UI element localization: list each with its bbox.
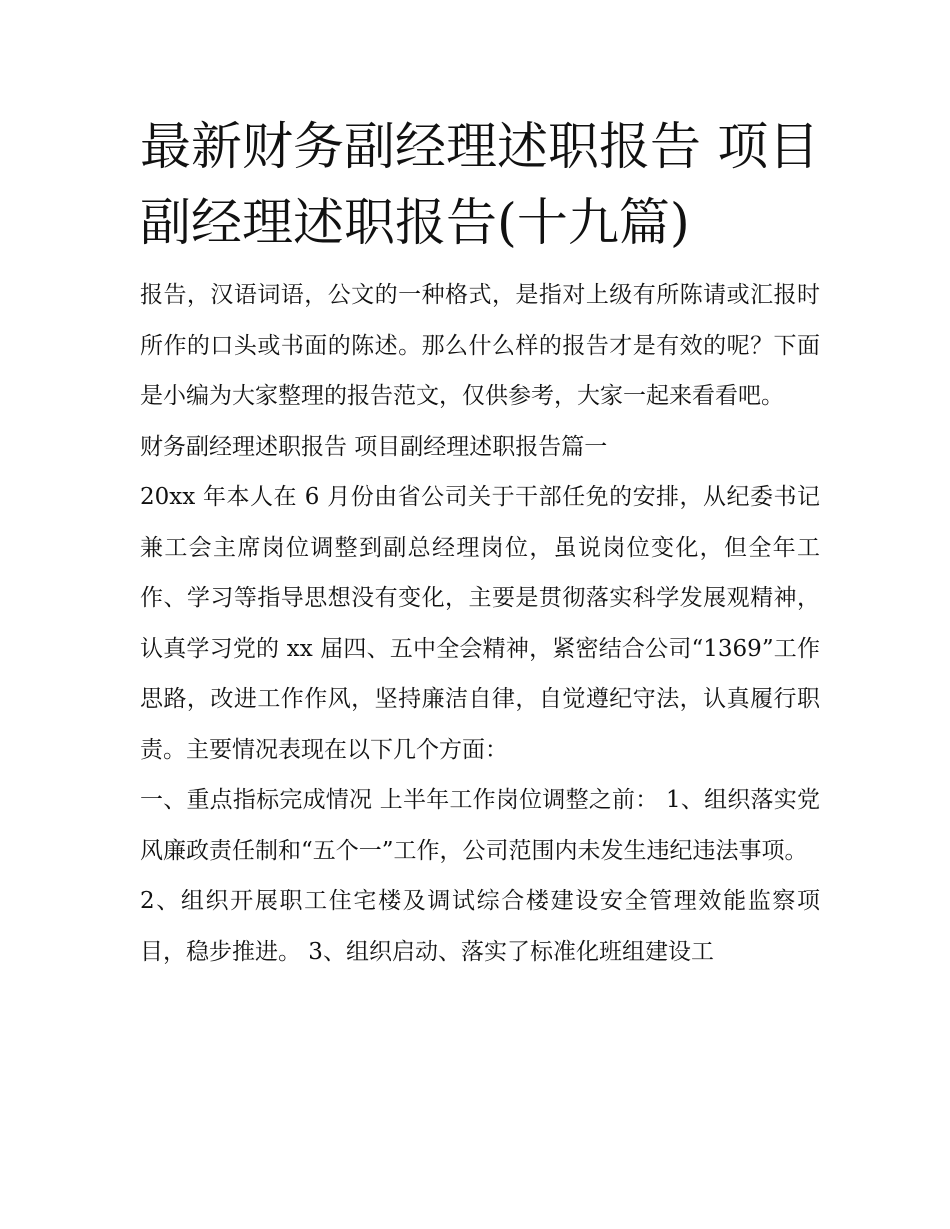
document-body — [140, 110, 820, 977]
body-paragraph: 20xx 年本人在 6 月份由省公司关于干部任免的安排，从纪委书记兼工会主席岗位调整到副总经理岗位，虽说岗位变化，但全年工作、学习等指导思想没有变化，主要是贯彻落实科学发展观精神，认真学习党的 xx 届四、五中全会精神，紧密结合公司“1369”工作思路，改进工作作风，坚持廉洁自律，自觉遵纪守法，认真履行职责。主要情况表现在以下几个方面： — [140, 484, 820, 763]
intro-paragraph: 报告，汉语词语，公文的一种格式，是指对上级有所陈请或汇报时所作的口头或书面的陈述。那么什么样的报告才是有效的呢？下面是小编为大家整理的报告范文，仅供参考，大家一起来看看吧。 — [140, 282, 820, 409]
document-title: 最新财务副经理述职报告 项目副经理述职报告(十九篇) — [140, 118, 820, 253]
section-heading: 财务副经理述职报告 项目副经理述职报告篇一 — [140, 433, 608, 460]
body-paragraph: 2、组织开展职工住宅楼及调试综合楼建设安全管理效能监察项目，稳步推进。 3、组织启动、落实了标准化班组建设工 — [140, 888, 820, 965]
body-paragraph: 一、重点指标完成情况 上半年工作岗位调整之前： 1、组织落实党风廉政责任制和“五个一”工作，公司范围内未发生违纪违法事项。 — [140, 787, 820, 864]
